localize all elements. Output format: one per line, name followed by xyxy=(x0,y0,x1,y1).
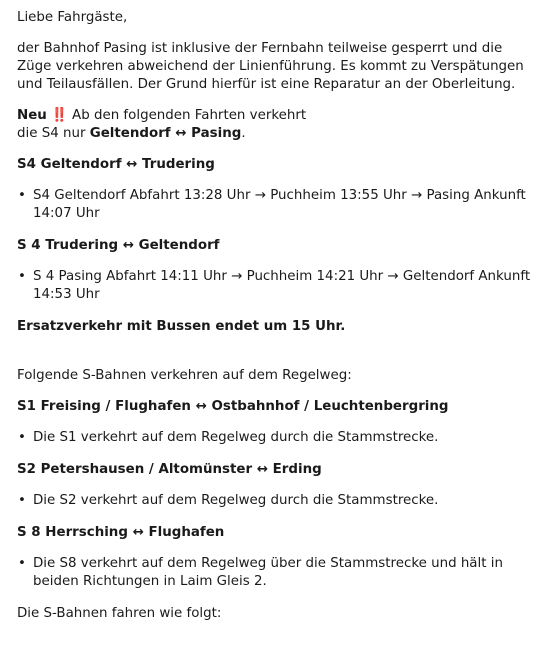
list-item: • Die S1 verkehrt auf dem Regelweg durch die Stammstrecke. xyxy=(17,429,533,447)
section-title: S1 Freising / Flughafen ↔ Ostbahnhof / Leuchtenbergring xyxy=(17,399,449,414)
new-notice-route: Geltendorf ↔ Pasing xyxy=(89,126,242,141)
section-list xyxy=(17,555,533,591)
new-label: Neu xyxy=(17,108,47,123)
section-title: S2 Petershausen / Altomünster ↔ Erding xyxy=(17,462,322,477)
list-item: • Die S8 verkehrt auf dem Regelweg über die Stammstrecke und hält in beiden Richtungen in Laim Gleis 2. xyxy=(17,555,533,591)
new-notice-end: . xyxy=(241,126,246,141)
intro-paragraph: der Bahnhof Pasing ist inklusive der Fernbahn teilweise gesperrt und die Züge verkehren abweichend der Linienführung. Es kommt zu Verspätungen und Teilausfällen. Der Grund hierfür ist eine Reparatur an der Oberleitung. xyxy=(17,41,524,92)
section-list xyxy=(17,187,533,223)
new-notice xyxy=(17,107,533,143)
section-title: S 8 Herrsching ↔ Flughafen xyxy=(17,525,225,540)
double-exclamation-icon: ‼️ xyxy=(51,108,68,123)
regular-intro: Folgende S-Bahnen verkehren auf dem Regelweg: xyxy=(17,368,352,383)
new-notice-text: Ab den folgenden Fahrten verkehrt xyxy=(67,108,307,123)
list-item: • S4 Geltendorf Abfahrt 13:28 Uhr → Puchheim 13:55 Uhr → Pasing Ankunft 14:07 Uhr xyxy=(17,187,533,223)
section-list xyxy=(17,492,533,510)
new-notice-text-2: die S4 nur xyxy=(17,126,90,141)
list-item: • S 4 Pasing Abfahrt 14:11 Uhr → Puchheim 14:21 Uhr → Geltendorf Ankunft 14:53 Uhr xyxy=(17,268,533,304)
closing-text: Die S-Bahnen fahren wie folgt: xyxy=(17,606,222,621)
greeting: Liebe Fahrgäste, xyxy=(17,10,128,25)
section-title: S4 Geltendorf ↔ Trudering xyxy=(17,157,215,172)
section-title: S 4 Trudering ↔ Geltendorf xyxy=(17,238,220,253)
list-item: • Die S2 verkehrt auf dem Regelweg durch die Stammstrecke. xyxy=(17,492,533,510)
section-list xyxy=(17,429,533,447)
bus-notice: Ersatzverkehr mit Bussen endet um 15 Uhr. xyxy=(17,319,346,334)
section-list xyxy=(17,268,533,304)
